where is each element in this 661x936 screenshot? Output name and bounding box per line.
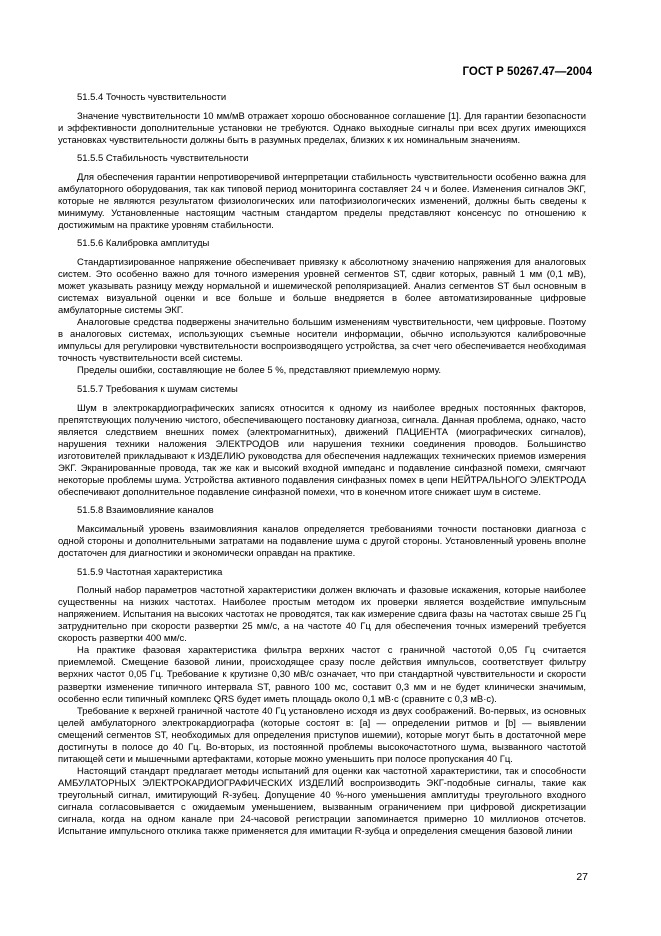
document-code-header: ГОСТ Р 50267.47—2004: [462, 66, 592, 78]
document-body: [58, 92, 586, 838]
paragraph: Значение чувствительности 10 мм/мВ отражает хорошо обоснованное соглашение [1]. Для гарантии безопасности и эффективности дополнительные установки не требуются. Однако выходные сигналы при всех других имеющихся установках чувствительности должны быть в разумных пределах, близких к их номинальным значениям.: [58, 110, 586, 146]
paragraph: Максимальный уровень взаимовлияния каналов определяется требованиями точности постановки диагноза с одной стороны и дополнительными затратами на подавление шума с другой стороны. Установленный уровень вполне достаточен для диагностики и экономически оправдан на практике.: [58, 523, 586, 560]
paragraph: Стандартизированное напряжение обеспечивает привязку к абсолютному значению напряжения для аналоговых систем. Это особенно важно для точного измерения уровней сегментов ST, сдвиг которых, равный 1 мм (0,1 мВ), может указывать разницу между нормальной и ишемической реполяризацией. Анализ сегментов ST был основным в системах визуальной оценки и все больше и больше внедряется в более автоматизированные цифровые амбулаторные системы ЭКГ.: [58, 257, 586, 317]
paragraph: Полный набор параметров частотной характеристики должен включать и фазовые искажения, которые наиболее существенны на низких частотах. Наиболее простым методом их проверки является воздействие импульсным напряжением. Испытания на высоких частотах не проводятся, так как измерение сдвига фазы на частотах свыше 25 Гц затруднительно при скорости развертки 25 мм/с, а на частоте 40 Гц для обеспечения точных измерений требуется скорость развертки 400 мм/с.: [58, 585, 586, 645]
section-heading: 51.5.9 Частотная характеристика: [77, 566, 223, 578]
paragraph: Аналоговые средства подвержены значительно большим изменениям чувствительности, чем цифровые. Поэтому в аналоговых системах, использующих съемные носители информации, обычно используются калибровочные импульсы для регулировки чувствительности воспроизводящего устройства, за счет чего обеспечивается необходимая точность чувствительности всей системы.: [58, 317, 586, 365]
section-heading: 51.5.6 Калибровка амплитуды: [77, 238, 210, 250]
paragraph: Шум в электрокардиографических записях относится к одному из наиболее вредных постоянных факторов, препятствующих получению чистого, обеспечивающего постановку диагноза, сигнала. Данная проблема, однако, часто является следствием внешних помех (электромагнитных), движений ПАЦИЕНТА (миографических сигналов), нарушения техники наложения ЭЛЕКТРОДОВ или нарушения техники соединения проводов. Большинство изготовителей прикладывают к ИЗДЕЛИЮ руководства для обеспечения надлежащих технических приемов измерения ЭКГ. Экранированные провода, так же как и высокий входной импеданс и подавление синфазной помехи, смягчают некоторые проблемы шума. Устройства активного подавления синфазных помех в цепи НЕЙТРАЛЬНОГО ЭЛЕКТРОДА обеспечивают дополнительное подавление синфазной помехи, что в конечном итоге снижает шум в системе.: [58, 402, 586, 498]
paragraph: Настоящий стандарт предлагает методы испытаний для оценки как частотной характеристики, так и способности АМБУЛАТОРНЫХ ЭЛЕКТРОКАРДИОГРАФИЧЕСКИХ ИЗДЕЛИЙ воспроизводить ЭКГ-подобные сигналы, такие как треугольный сигнал, имитирующий R-зубец. Допущение 40 %-ного уменьшения амплитуды треугольного входного сигнала согласовывается с ожидаемым уменьшением, вызванным ограничением при цифровой дискретизации сигнала, когда на одном канале при 24-часовой регистрации запоминается примерно 10 миллионов отсчетов. Испытание импульсного отклика также применяется для имитации R-зубца и определения смещения базовой линии: [58, 765, 586, 838]
paragraph: Требование к верхней граничной частоте 40 Гц установлено исходя из двух соображений. Во-первых, из основных целей амбулаторного электрокардиографа (которые состоят в: [a] — определении ритмов и [b] — выявлении смещений сегментов ST, необходимых для определения приступов ишемии), которые могут быть в достаточной мере достигнуты в полосе до 40 Гц. Во-вторых, из постоянной проблемы высокочастотного шума, вызванного частотой питающей сети и мышечными артефактами, которые можно уменьшить при полосе пропускания 40 Гц.: [58, 705, 586, 765]
page-number: 27: [576, 871, 588, 883]
paragraph: Для обеспечения гарантии непротиворечивой интерпретации стабильность чувствительности особенно важна для амбулаторного оборудования, так как типовой период мониторинга составляет 24 ч и более. Изменения сигналов ЭКГ, которые не являются результатом физиологических или патофизиологических изменений, должны быть сведены к минимуму. Установленные настоящим частным стандартом пределы представляют консенсус по отношению к достижимым на практике уровням стабильности.: [58, 171, 586, 231]
section-heading: 51.5.4 Точность чувствительности: [77, 92, 227, 103]
paragraph: На практике фазовая характеристика фильтра верхних частот с граничной частотой 0,05 Гц считается приемлемой. Смещение базовой линии, происходящее сразу после действия импульсов, соответствует фильтру верхних частот 0,05 Гц. Требование к крутизне 0,30 мВ/с означает, что при стандартной чувствительности и скорости развертки изменение типичного интервала ST, равного 100 мс, составит 0,3 мм и не будет клинически значимым, особенно если типичный комплекс QRS будет иметь площадь около 0,1 мВ·с (сравните с 0,3 мВ·с).: [58, 645, 586, 705]
section-heading: 51.5.8 Взаимовлияние каналов: [77, 505, 214, 517]
paragraph: Пределы ошибки, составляющие не более 5 %, представляют приемлемую норму.: [77, 365, 442, 377]
section-heading: 51.5.5 Стабильность чувствительности: [77, 153, 249, 165]
section-heading: 51.5.7 Требования к шумам системы: [77, 383, 238, 395]
